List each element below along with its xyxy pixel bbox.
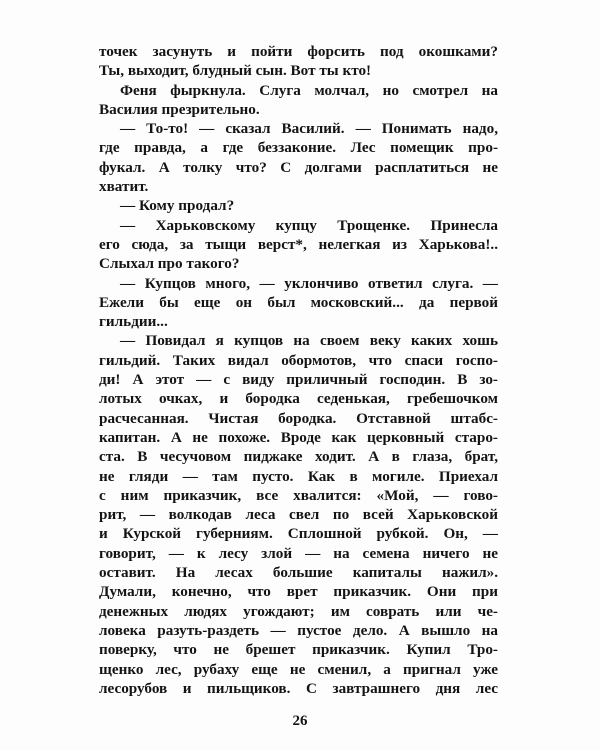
text-line: Ежели бы еще он был московский... да первой	[99, 293, 498, 311]
text-line: оставит. На лесах большие капиталы нажил».	[99, 564, 498, 582]
text-line: говорит, — к лесу злой — на семена ничего не	[99, 544, 498, 562]
text-line: лесорубов и пильщиков. С завтрашнего дня лес	[99, 679, 498, 697]
text-line: лотых очках, и бородка седенькая, гребешочком	[99, 390, 498, 408]
body-text	[99, 42, 498, 698]
text-line: гильдии...	[99, 313, 168, 331]
text-line: Ты, выходит, блудный сын. Вот ты кто!	[99, 62, 372, 80]
text-line: капитан. А не похоже. Вроде как церковный старо-	[99, 428, 498, 446]
text-line: где правда, а где беззаконие. Лес помещик про-	[99, 139, 498, 157]
text-line: щенко лес, рубаху еще не сменил, а пригнал уже	[99, 660, 498, 678]
text-line: Феня фыркнула. Слуга молчал, но смотрел на	[120, 81, 498, 99]
text-line: хватит.	[99, 178, 149, 196]
text-line: Василия презрительно.	[99, 100, 260, 118]
text-line: ста. В чесучовом пиджаке ходит. А в глаза, брат,	[99, 448, 498, 466]
text-line: гильдий. Таких видал обормотов, что спаси госпо-	[99, 351, 498, 369]
text-line: — Харьковскому купцу Трощенке. Принесла	[120, 216, 498, 234]
text-line: — То-то! — сказал Василий. — Понимать надо,	[120, 120, 498, 138]
text-line: точек засунуть и пойти форсить под окошками?	[99, 43, 498, 60]
page-number: 26	[292, 713, 308, 729]
text-line: Слыхал про такого?	[99, 255, 240, 273]
text-line: и Курской губерниям. Сплошной рубкой. Он, —	[99, 525, 498, 543]
text-line: — Повидал я купцов на своем веку каких хошь	[120, 332, 498, 350]
text-line: с ним приказчик, все хвалится: «Мой, — гово-	[99, 486, 498, 504]
text-line: поверку, что не брешет приказчик. Купил Тро-	[99, 641, 498, 659]
text-line: Думали, конечно, что врет приказчик. Они при	[99, 583, 498, 601]
text-line: ловека разуть-раздеть — пустое дело. А вышло на	[99, 621, 498, 639]
text-line: рит, — волкодав леса свел по всей Харьковской	[99, 506, 498, 524]
text-line: денежных людях угождают; им соврать или че-	[99, 602, 498, 620]
text-line: — Кому продал?	[120, 197, 235, 215]
text-line: не гляди — там пусто. Как в могиле. Приехал	[99, 467, 498, 485]
text-line: расчесанная. Чистая бородка. Отставной штабс-	[99, 409, 498, 427]
text-line: фукал. А толку что? С долгами расплатиться не	[99, 158, 498, 176]
text-line: его сюда, за тыщи верст*, нелегкая из Харькова!..	[99, 235, 498, 253]
text-line: ди! А этот — с виду приличный господин. В зо-	[99, 371, 498, 389]
text-line: — Купцов много, — уклончиво ответил слуга. —	[120, 274, 498, 292]
